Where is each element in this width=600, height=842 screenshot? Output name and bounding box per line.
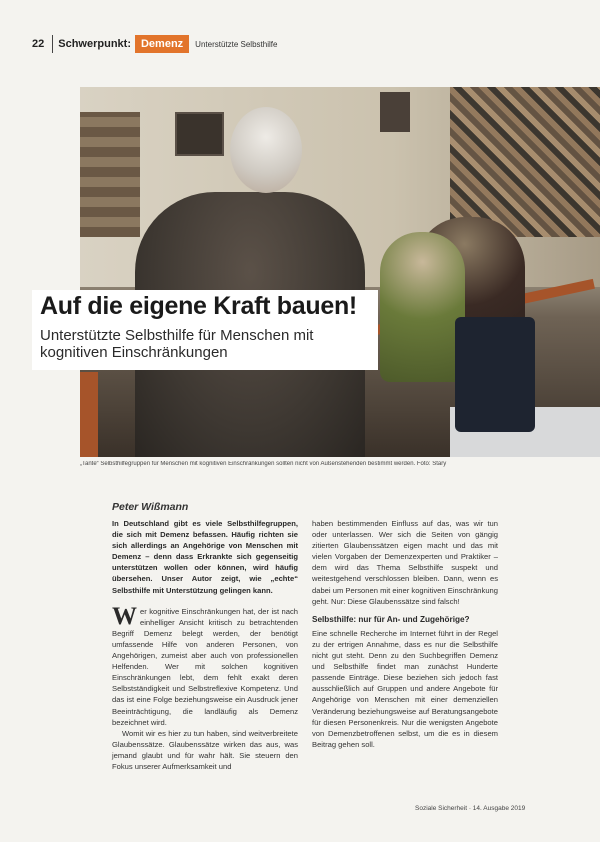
body-paragraph-2: Womit wir es hier zu tun haben, sind weitverbreitete Glaubenssätze. Glaubenssätze wirken das aus, was jemand glaubt und für wahr hält. Sie steuern den Fokus unserer Aufmerksamkeit und (112, 728, 298, 771)
page-header (32, 33, 277, 55)
photo-caption: „Tante“ Selbsthilfegruppen für Menschen mit kognitiven Einschränkungen sollten nicht von Außenstehenden bestimmt werden. Foto: Stary (80, 461, 447, 467)
photo-collage (450, 87, 600, 237)
topic-tag: Demenz (135, 35, 189, 53)
body-paragraph-4: Eine schnelle Recherche im Internet führt in der Regel zu der ertrigen Annahme, dass es nur die Selbsthilfe nicht gut steht. Denn zu den Suchbegriffen Demenz und Selbsthilfe findet man zunächst Hunderte passende Einträge. Diese beziehen sich jedoch fast ausschließlich auf Gruppen und andere Angebote für Angehörige von Menschen mit einer demenziellen Veränderung beziehungsweise auf Beratungsangebote für diesen Personenkreis. Nur die wenigsten Angebote von Demenzbetroffenen selbst, um die es in diesem Beitrag gehen soll. (312, 628, 498, 749)
section-label: Schwerpunkt: (58, 38, 131, 50)
page-footer: Soziale Sicherheit · 14. Ausgabe 2019 (415, 805, 526, 812)
photo-person-center (380, 232, 465, 382)
article-photo (80, 87, 600, 457)
photo-frame-small (380, 92, 410, 132)
section-subheading: Selbsthilfe: nur für An- und Zugehörige? (312, 614, 470, 624)
lead-paragraph: In Deutschland gibt es viele Selbsthilfegruppen, die sich mit Demenz befassen. Häufig richten sie sich allerdings an Angehörige von Menschen mit Demenz – denn dass Erkrankte sich gegenseitig unterstützen wollen oder können, wird häufig übersehen. Unser Autor zeigt, wie „echte“ Selbsthilfe mit Unterstützung gelingen kann. (112, 519, 298, 595)
subsection-label: Unterstützte Selbsthilfe (195, 39, 278, 49)
text-column-1 (112, 518, 298, 772)
photo-left-picture (80, 112, 140, 237)
text-column-2 (312, 518, 498, 750)
header-divider (52, 35, 53, 53)
page-number: 22 (32, 38, 45, 50)
body-paragraph-1 (112, 602, 298, 728)
drop-cap: W (112, 602, 137, 630)
article-subtitle: Unterstützte Selbsthilfe für Menschen mit kognitiven Einschränkungen (40, 327, 314, 361)
photo-bag (455, 317, 535, 432)
body-paragraph-3: haben bestimmenden Einfluss auf das, was wir tun oder unterlassen. Wer sich die Seiten von gängig zitierten Glaubenssätzen eigen macht und das mit vielen Vorgaben der Demenzexperten und Praktiker – dem wird das Thema Selbsthilfe suspekt und weitestgehend verschlossen bleiben. Dann, wenn es dabei um Personen mit einer kognitiven Einschränkung geht. Nur: Diese Glaubenssätze sind falsch! (312, 519, 498, 606)
body-text-1: er kognitive Einschränkungen hat, der ist nach einhelliger Ansicht kritisch zu betrachtenden Begriff Demenz belegt werden, der benötigt umfassende Hilfe von anderen Personen, von Angehörigen, zumeist aber auch von professionellen Helfenden. Wer mit solchen kognitiven Einschränkungen lebt, dem fehlt exakt deren Selbstständigkeit und Selbstreflexive Kompetenz. Und das ist eine Folge beziehungsweise ein Ausdruck jener Beeinträchtigung, die landläufig als Demenz bezeichnet wird. (112, 606, 298, 727)
photo-frame (175, 112, 224, 156)
article-title: Auf die eigene Kraft bauen! (40, 292, 357, 320)
author-name: Peter Wißmann (112, 501, 189, 513)
photo-man-head (230, 107, 302, 193)
photo-chair-left (80, 372, 98, 457)
